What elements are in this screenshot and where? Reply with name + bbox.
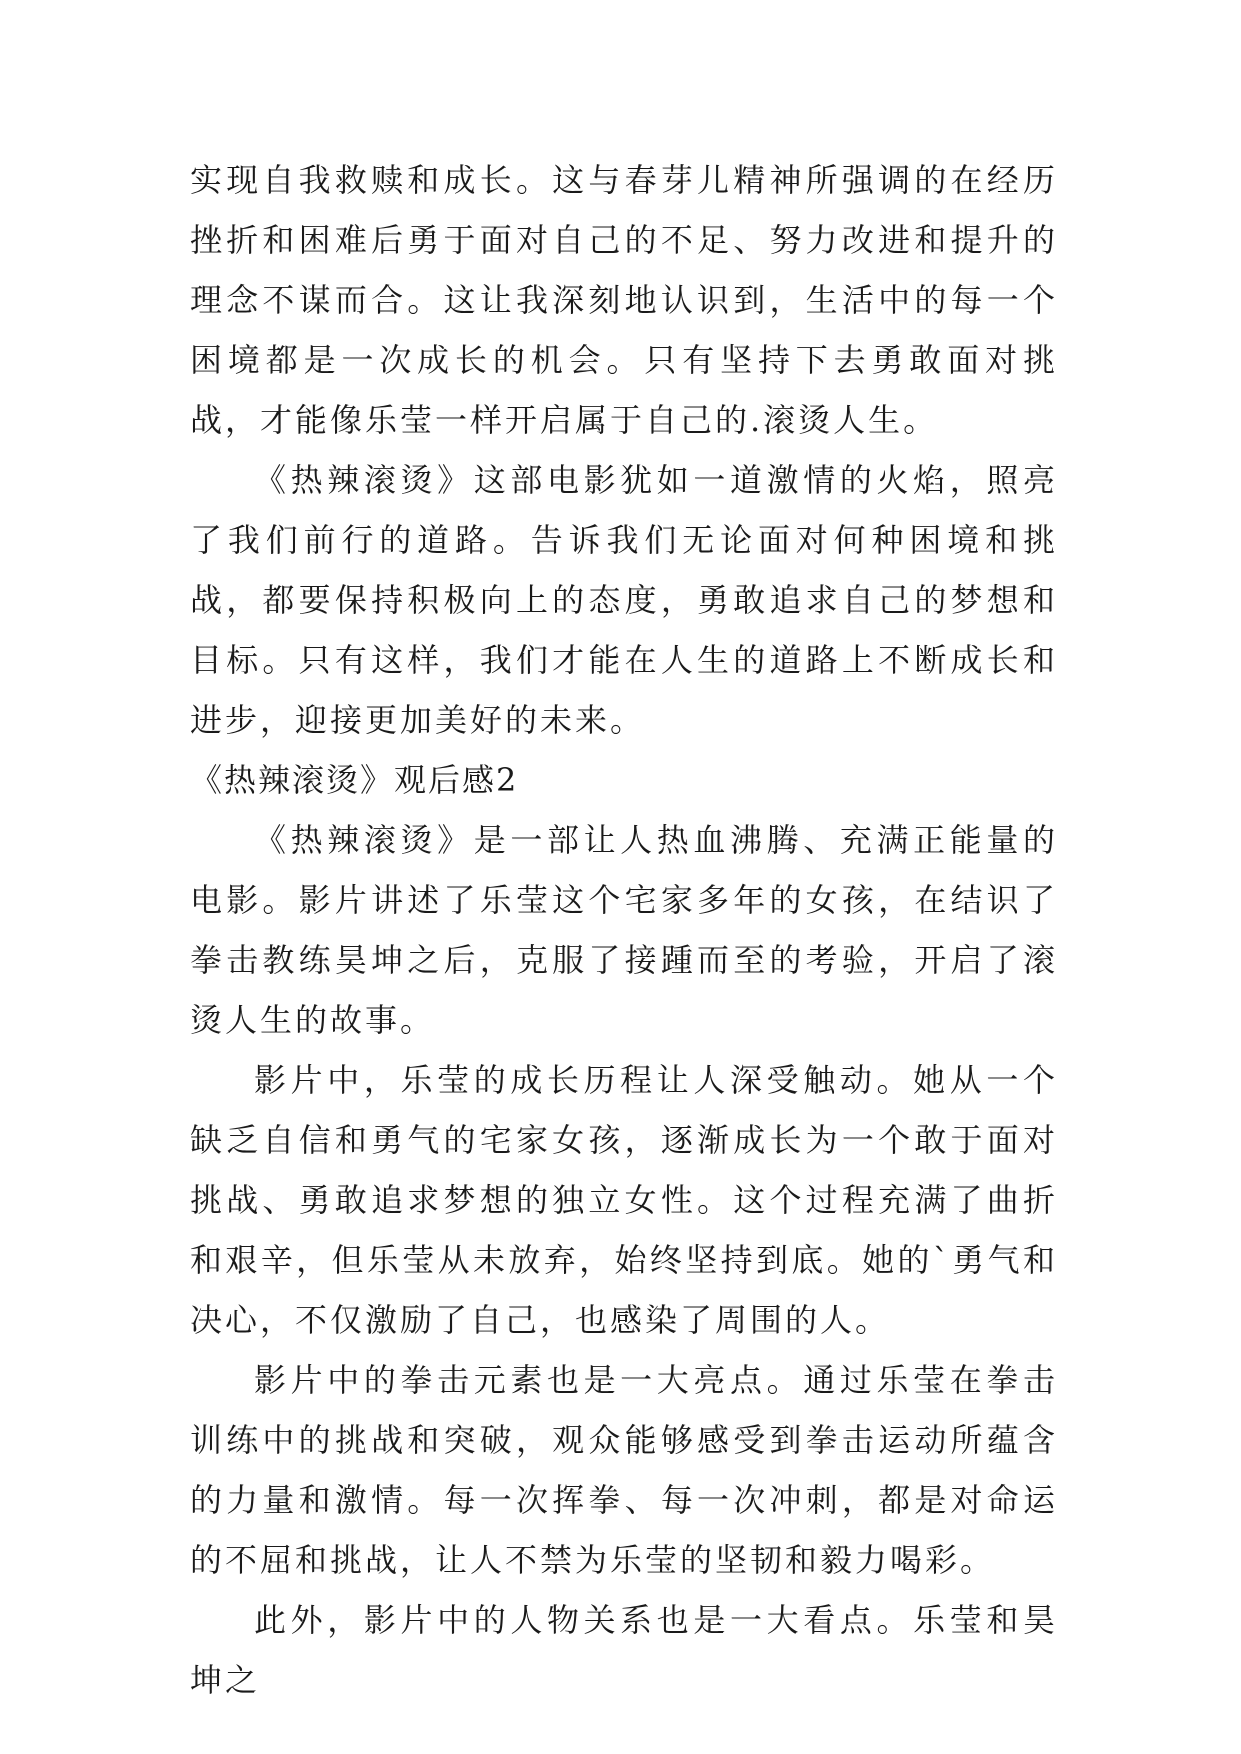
paragraph-conclusion: 《热辣滚烫》这部电影犹如一道激情的火焰，照亮了我们前行的道路。告诉我们无论面对何种困境和挑战，都要保持积极向上的态度，勇敢追求自己的梦想和目标。只有这样，我们才能在人生的道路上不断成长和进步，迎接更加美好的未来。 [190, 461, 1058, 739]
document-body [190, 150, 1058, 1710]
section-heading: 《热辣滚烫》观后感2 [190, 761, 519, 799]
paragraph-growth: 影片中，乐莹的成长历程让人深受触动。她从一个缺乏自信和勇气的宅家女孩，逐渐成长为一个敢于面对挑战、勇敢追求梦想的独立女性。这个过程充满了曲折和艰辛，但乐莹从未放弃，始终坚持到底。她的`勇气和决心，不仅激励了自己，也感染了周围的人。 [190, 1061, 1058, 1339]
paragraph-boxing: 影片中的拳击元素也是一大亮点。通过乐莹在拳击训练中的挑战和突破，观众能够感受到拳击运动所蕴含的力量和激情。每一次挥拳、每一次冲刺，都是对命运的不屈和挑战，让人不禁为乐莹的坚韧和毅力喝彩。 [190, 1361, 1058, 1579]
paragraph-relationships: 此外，影片中的人物关系也是一大看点。乐莹和昊坤之 [190, 1601, 1058, 1699]
paragraph-intro: 《热辣滚烫》是一部让人热血沸腾、充满正能量的电影。影片讲述了乐莹这个宅家多年的女孩，在结识了拳击教练昊坤之后，克服了接踵而至的考验，开启了滚烫人生的故事。 [190, 821, 1058, 1039]
paragraph-continuation: 实现自我救赎和成长。这与春芽儿精神所强调的在经历挫折和困难后勇于面对自己的不足、努力改进和提升的理念不谋而合。这让我深刻地认识到，生活中的每一个困境都是一次成长的机会。只有坚持下去勇敢面对挑战，才能像乐莹一样开启属于自己的.滚烫人生。 [190, 161, 1058, 439]
